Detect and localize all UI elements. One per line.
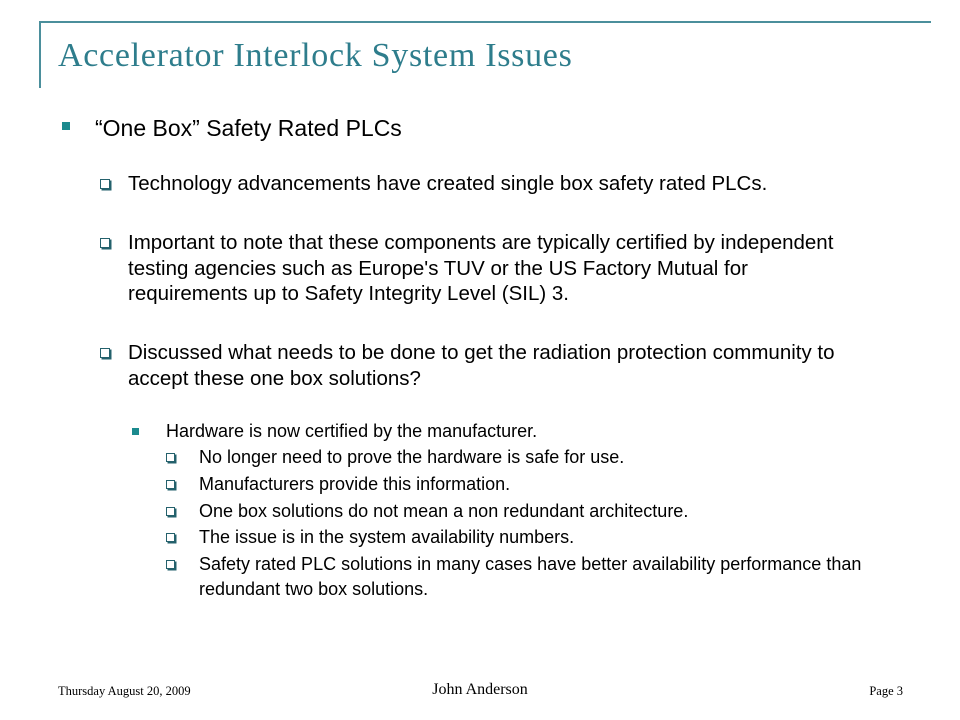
point-1 [128,171,767,197]
box-bullet-icon [166,453,175,462]
box-bullet-icon [100,179,110,189]
sub-item-1-line-1: No longer need to prove the hardware is safe for use. [199,447,625,467]
sub-item-1 [199,445,624,470]
sub-item-3 [199,499,688,524]
point-2-line-2: testing agencies such as Europe's TUV or the US Factory Mutual for [128,256,748,280]
sub-item-4 [199,525,574,550]
sub-item-3-line-1: One box solutions do not mean a non redundant architecture. [199,501,689,521]
square-bullet-icon [132,428,139,435]
box-bullet-icon [100,238,110,248]
top-rule [40,21,931,23]
point-3 [128,340,835,391]
box-bullet-icon [166,560,175,569]
box-bullet-icon [166,533,175,542]
footer-page-number: Page 3 [869,684,903,698]
box-bullet-icon [166,507,175,516]
footer-author: John Anderson [432,681,528,698]
sub-item-5-line-2: redundant two box solutions. [199,579,429,599]
point-3-line-1: Discussed what needs to be done to get the radiation protection community to [128,341,835,364]
sub-heading [166,419,537,444]
slide-title: Accelerator Interlock System Issues [58,37,573,74]
sub-item-5 [199,552,861,602]
sub-item-2 [199,472,510,497]
point-3-line-2: accept these one box solutions? [128,366,421,390]
point-2-line-3: requirements up to Safety Integrity Level (SIL) 3. [128,282,569,305]
box-bullet-icon [166,480,175,489]
footer-date: Thursday August 20, 2009 [58,684,191,698]
heading-bullet [95,114,402,142]
square-bullet-icon [62,122,70,130]
sub-item-4-line-1: The issue is in the system availability numbers. [199,527,575,547]
sub-heading-text: Hardware is now certified by the manufacturer. [166,421,538,441]
point-2-line-1: Important to note that these components are typically certified by independent [128,231,834,254]
sub-item-5-line-1: Safety rated PLC solutions in many cases have better availability performance than [199,554,862,574]
sub-item-2-line-1: Manufacturers provide this information. [199,474,511,494]
point-1-line-1: Technology advancements have created single box safety rated PLCs. [128,172,768,195]
heading-text: “One Box” Safety Rated PLCs [95,115,402,141]
point-2 [128,230,833,307]
left-rule [39,21,41,88]
box-bullet-icon [100,348,110,358]
